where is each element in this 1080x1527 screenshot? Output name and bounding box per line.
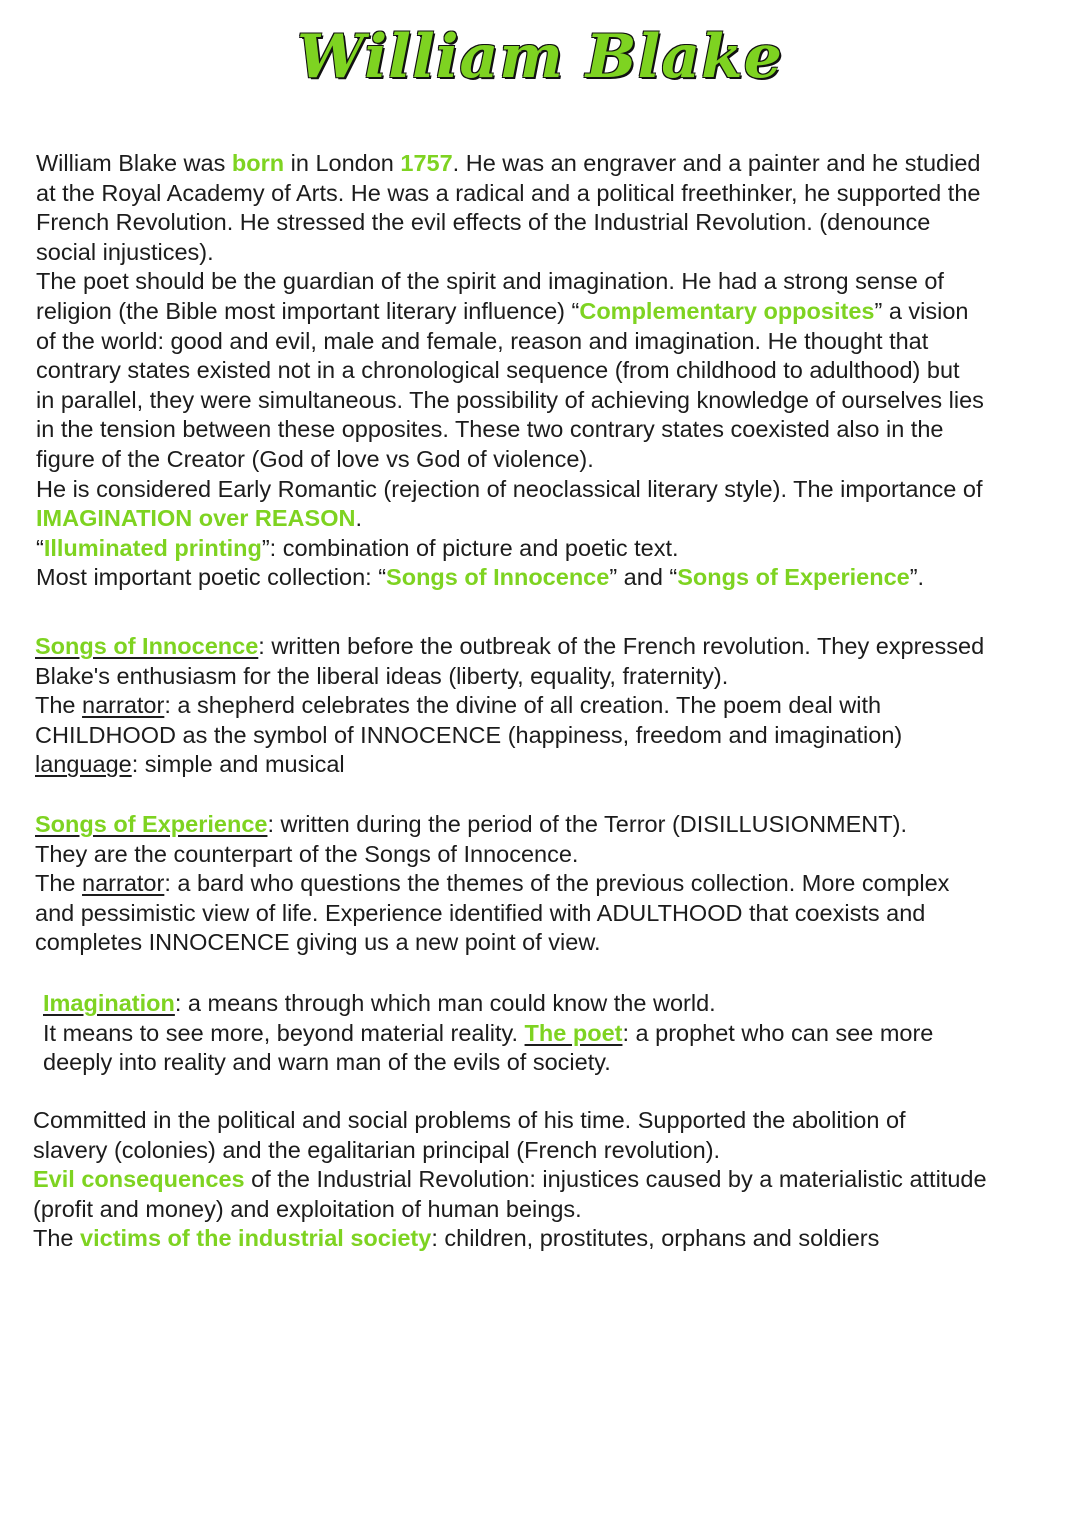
text-run: “ <box>36 534 44 561</box>
text-line: deeply into reality and warn man of the evils of society. <box>43 1049 611 1076</box>
text-line: They are the counterpart of the Songs of Innocence. <box>35 840 579 867</box>
text-line: Committed in the political and social problems of his time. Supported the abolition of <box>33 1107 906 1133</box>
text-run: : written before the outbreak of the French revolution. They expressed <box>258 633 985 659</box>
highlight-illuminated-printing: Illuminated printing <box>43 534 262 561</box>
text-run: . <box>355 505 362 532</box>
text-run: . He was an engraver and a painter and he studied <box>452 150 981 176</box>
text-line <box>36 504 984 534</box>
text-run: : a shepherd celebrates the divine of all creation. The poem deal with <box>164 692 882 719</box>
text-line: in parallel, they were simultaneous. The possibility of achieving knowledge of ourselves lies <box>36 386 984 413</box>
text-line: The poet should be the guardian of the spirit and imagination. He had a strong sense of <box>36 268 944 295</box>
heading-songs-of-experience: Songs of Experience <box>35 811 268 837</box>
imagination-section <box>43 989 933 1078</box>
highlight-born: born <box>231 150 285 176</box>
text-run: : simple and musical <box>131 751 345 778</box>
text-line <box>35 869 949 899</box>
political-commitment-section <box>33 1106 987 1254</box>
text-run: religion (the Bible most important literary influence) “ <box>36 297 580 324</box>
text-line: in the tension between these opposites. These two contrary states coexisted also in the <box>36 416 944 443</box>
text-line: He is considered Early Romantic (rejection of neoclassical literary style). The importance of <box>36 475 983 502</box>
text-line <box>36 149 984 179</box>
highlight-songs-of-experience: Songs of Experience <box>677 564 910 591</box>
text-run: ” and “ <box>609 564 678 591</box>
text-line <box>33 1165 987 1195</box>
highlight-year: 1757 <box>400 150 453 176</box>
text-run: William Blake was <box>36 150 232 176</box>
text-line: Blake's enthusiasm for the liberal ideas (liberty, equality, fraternity). <box>35 662 729 689</box>
text-line <box>33 1224 987 1254</box>
heading-imagination: Imagination <box>43 990 175 1016</box>
biography-section <box>36 149 984 593</box>
text-run: The <box>35 692 83 719</box>
highlight-imagination-over-reason: IMAGINATION over REASON <box>36 505 356 532</box>
highlight-songs-of-innocence: Songs of Innocence <box>386 564 610 591</box>
text-line <box>43 989 933 1019</box>
text-line: and pessimistic view of life. Experience identified with ADULTHOOD that coexists and <box>35 899 926 926</box>
text-line: social injustices). <box>36 238 214 265</box>
text-line: French Revolution. He stressed the evil effects of the Industrial Revolution. (denounce <box>36 209 931 236</box>
text-line: CHILDHOOD as the symbol of INNOCENCE (happiness, freedom and imagination) <box>35 721 903 748</box>
songs-of-experience-section <box>35 810 949 958</box>
underlined-narrator: narrator <box>82 692 165 719</box>
text-run: : a prophet who can see more <box>622 1019 934 1046</box>
text-line <box>36 563 984 593</box>
text-line <box>35 691 984 721</box>
highlight-complementary-opposites: Complementary opposites <box>579 297 875 324</box>
text-run: Most important poetic collection: “ <box>36 564 387 591</box>
text-run: The <box>35 870 83 897</box>
text-run: of the Industrial Revolution: injustices caused by a materialistic attitude <box>244 1166 987 1193</box>
text-line <box>36 534 984 564</box>
text-run: : children, prostitutes, orphans and soldiers <box>431 1225 880 1252</box>
text-line: figure of the Creator (God of love vs God of violence). <box>36 445 594 472</box>
text-line: completes INNOCENCE giving us a new point of view. <box>35 929 601 956</box>
underlined-language: language <box>35 751 132 778</box>
highlight-evil-consequences: Evil consequences <box>33 1166 245 1193</box>
text-line <box>35 810 949 840</box>
page-title: William Blake <box>297 22 783 92</box>
text-line <box>35 750 984 780</box>
text-run: ” a vision <box>874 297 969 324</box>
heading-the-poet: The poet <box>524 1019 623 1046</box>
text-line: slavery (colonies) and the egalitarian principal (French revolution). <box>33 1136 721 1163</box>
heading-songs-of-innocence: Songs of Innocence <box>35 633 259 659</box>
text-line <box>43 1019 933 1049</box>
text-run: : a bard who questions the themes of the previous collection. More complex <box>164 870 950 897</box>
text-line <box>36 297 984 327</box>
songs-of-innocence-section <box>35 632 984 780</box>
text-line: at the Royal Academy of Arts. He was a radical and a political freethinker, he supported the <box>36 179 981 206</box>
text-line <box>35 632 984 662</box>
underlined-narrator: narrator <box>82 870 165 897</box>
text-run: : written during the period of the Terror (DISILLUSIONMENT). <box>267 811 907 837</box>
text-line: contrary states existed not in a chronological sequence (from childhood to adulthood) but <box>36 357 960 384</box>
highlight-victims: victims of the industrial society <box>80 1225 432 1252</box>
text-run: ”. <box>909 564 925 591</box>
text-run: The <box>33 1225 81 1252</box>
text-run: ”: combination of picture and poetic text. <box>261 534 679 561</box>
text-run: It means to see more, beyond material reality. <box>43 1019 525 1046</box>
text-line: (profit and money) and exploitation of human beings. <box>33 1195 582 1222</box>
text-line: of the world: good and evil, male and female, reason and imagination. He thought that <box>36 327 929 354</box>
text-run: in London <box>284 150 401 176</box>
text-run: : a means through which man could know the world. <box>174 990 716 1016</box>
